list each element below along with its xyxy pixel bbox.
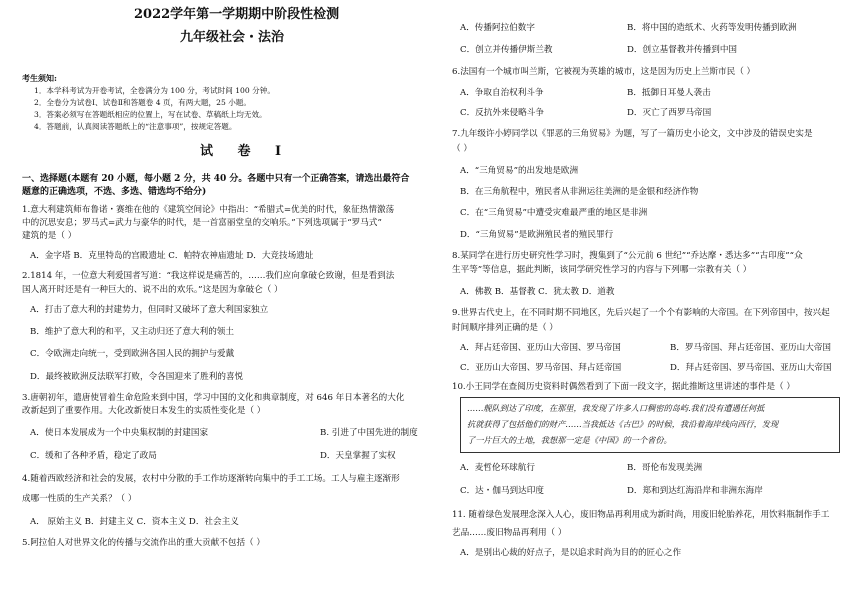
question-line: 8.某同学在进行历史研究性学习时，搜集到了“公元前 6 世纪”“乔达摩・悉达多”“古印度”“众 [452, 251, 803, 261]
option-line: A．“三角贸易”的出发地是欧洲 [460, 166, 579, 176]
option-line: B．在三角航程中，殖民者从非洲运往美洲的是金银和经济作物 [460, 187, 699, 197]
note-item: 4．答题前，认真阅读答题纸上的“注意事项”，按规定答题。 [34, 122, 237, 131]
option-line: D．天皇掌握了实权 [320, 451, 396, 461]
option-line: D．郑和到达红海沿岸和非洲东海岸 [627, 486, 763, 496]
question-line: （ ） [452, 144, 472, 154]
option-line: D．最终被欧洲反法联军打败，令各国迎来了胜利的喜悦 [30, 372, 244, 382]
exam-title: 2022学年第一学期期中阶段性检测 [134, 7, 340, 22]
option-line: A．争取自治权利斗争 [460, 88, 544, 98]
section-heading: 一、选择题(本题有 20 小题，每小题 2 分，共 40 分。各题中只有一个正确答案，请选出最符合 [22, 174, 410, 184]
note-item: 1．本学科考试为开卷考试，全卷满分为 100 分，考试时间 100 分钟。 [34, 86, 275, 95]
option-line: C．亚历山大帝国、罗马帝国、拜占廷帝国 [460, 363, 622, 373]
option-line: C．反抗外来侵略斗争 [460, 108, 544, 118]
option-line: D．“三角贸易”是欧洲殖民者的殖民罪行 [460, 230, 614, 240]
option-line: A．麦哲伦环球航行 [460, 463, 535, 473]
option-line: B．将中国的造纸术、火药等发明传播到欧洲 [627, 23, 797, 33]
paper-one-heading: 试 卷 Ⅰ [200, 144, 292, 159]
option-line: A．打击了意大利的封建势力，但同时又破坏了意大利国家独立 [30, 305, 269, 315]
option-line: A．传播阿拉伯数字 [460, 23, 535, 33]
option-line: C．令欧洲走向统一，受到欧洲各国人民的拥护与爱戴 [30, 349, 235, 359]
section-heading-cont: 题意的正确选项，不选、多选、错选均不给分) [22, 187, 207, 197]
quote-line: 抗就获得了包括他们的财产……当我抵达《古巴》的时候，我沿着海岸线向西行，发现 [467, 419, 779, 429]
option-line: B. 引进了中国先进的制度 [320, 428, 418, 438]
question-line: 10.小王同学在查阅历史资料时偶然看到了下面一段文字，据此推断这里讲述的事件是（ ） [452, 382, 795, 392]
option-line: D．灭亡了西罗马帝国 [627, 108, 712, 118]
question-line: 时间顺序排列正确的是（ ） [452, 323, 558, 333]
quote-box [460, 397, 840, 453]
question-line: 9.世界古代史上，在不同时期不同地区，先后兴起了一个个有影响的大帝国。在下列帝国中，按兴起 [452, 308, 830, 318]
option-line: D．创立基督教并传播到中国 [627, 45, 738, 55]
question-line: 艺品……废旧物品再利用（ ） [452, 528, 567, 538]
question-line: 中的沉思安息；罗马式=武力与豪华的时代，是一首富丽堂皇的交响乐。”下列选项属于“罗马式” [22, 218, 382, 228]
question-line: 2.1814 年，一位意大利爱国者写道：“我这样说是痛苦的，……我们应向拿破仑致谢，但是看到法 [22, 271, 395, 281]
option-line: A．金字塔 B．克里特岛的宫殿遗址 C．帕特农神庙遗址 D．大竞技场遗址 [30, 251, 314, 261]
question-line: 国人离开时还是有一种巨大的、说不出的欢乐。”这是因为拿破仑（ ） [22, 285, 283, 295]
exam-subtitle: 九年级社会・法治 [180, 30, 285, 45]
quote-line: ……舰队到达了印度，在那里，我发现了许多人口稠密的岛屿.我们没有遭遇任何抵 [467, 403, 765, 413]
option-line: A．使日本发展成为一个中央集权制的封建国家 [30, 428, 209, 438]
option-line: B．抵御日耳曼人袭击 [627, 88, 711, 98]
option-line: A．拜占廷帝国、亚历山大帝国、罗马帝国 [460, 343, 621, 353]
question-line: 3.唐朝初年，遣唐使冒着生命危险来到中国，学习中国的文化和典章制度，对 646 年日本著名的大化 [22, 393, 405, 403]
question-line: 11. 随着绿色发展理念深入人心，废旧物品再利用成为新时尚，用废旧轮胎养花，用饮料瓶制作手工 [452, 510, 830, 520]
option-line: C．在“三角贸易”中遭受灾难最严重的地区是非洲 [460, 208, 648, 218]
option-line: B．维护了意大利的和平，又主动归还了意大利的领土 [30, 327, 234, 337]
question-line: 6.法国有一个城市叫兰斯，它被视为英雄的城市，这是因为历史上兰斯市民（ ） [452, 67, 756, 77]
question-line: 7.九年级许小婷同学以《罪恶的三角贸易》为题，写了一篇历史小论文，文中涉及的错误史实是 [452, 129, 813, 139]
question-line: 4.随着西欧经济和社会的发展，农村中分散的手工作坊逐渐转向集中的手工工场。工人与雇主逐渐形 [22, 474, 400, 484]
option-line: C．创立并传播伊斯兰教 [460, 45, 553, 55]
note-item: 2．全卷分为试卷Ⅰ、试卷Ⅱ和答题卷 4 页，有两大题，25 小题。 [34, 98, 251, 107]
option-line: A． 原始主义 B．封建主义 C．资本主义 D．社会主义 [30, 517, 239, 527]
quote-line: 了一片巨大的土地，我想那一定是《中国》的一个省份。 [467, 435, 672, 445]
option-line: B．哥伦布发现美洲 [627, 463, 703, 473]
notes-heading: 考生须知: [22, 73, 57, 83]
option-line: C．缓和了各种矛盾，稳定了政局 [30, 451, 157, 461]
question-line: 生平等”等信息，据此判断，该同学研究性学习的内容与下列哪一宗教有关（ ） [452, 265, 752, 275]
question-line: 5.阿拉伯人对世界文化的传播与交流作出的重大贡献不包括（ ） [22, 538, 265, 548]
option-line: A．是别出心裁的好点子，是以追求时尚为目的的匠心之作 [460, 548, 682, 558]
option-line: B．罗马帝国、拜占廷帝国、亚历山大帝国 [670, 343, 832, 353]
option-line: D．拜占廷帝国、罗马帝国、亚历山大帝国 [670, 363, 832, 373]
question-line: 1.意大利建筑师布鲁诺・赛维在他的《建筑空间论》中指出：“希腊式=优美的时代，象征热情激荡 [22, 205, 395, 215]
question-line: 成哪一性质的生产关系？（ ） [22, 494, 137, 504]
question-line: 建筑的是（ ） [22, 231, 77, 241]
option-line: C．达・伽马到达印度 [460, 486, 544, 496]
note-item: 3．答案必须写在答题纸相应的位置上，写在试卷、草稿纸上均无效。 [34, 110, 267, 119]
question-line: 改新起到了重要作用。大化改新使日本发生的实质性变化是（ ） [22, 406, 266, 416]
option-line: A．佛教 B．基督教 C．犹太教 D．道教 [460, 287, 615, 297]
